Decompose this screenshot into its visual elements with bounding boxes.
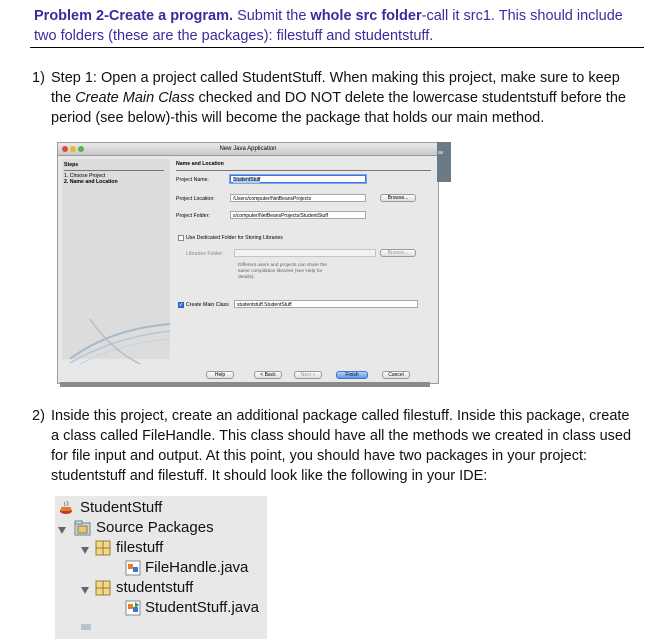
step2-line-1: Inside this project, create an additional package called filestuff. Inside this package, create [51, 408, 630, 424]
header-lead: Problem 2-Create a program. [34, 8, 234, 24]
source-packages-icon [74, 520, 91, 536]
libraries-note-line-2: same compilation libraries (see Help for [238, 269, 323, 274]
step1-line-3: period (see below)-this will become the package that holds our main method. [51, 110, 545, 126]
expand-arrow-icon[interactable] [58, 527, 66, 534]
header-src-folder: whole src folder [310, 8, 422, 24]
back-button[interactable]: < Back [254, 371, 282, 379]
background-ide-sliver [437, 142, 451, 182]
tree-package-filestuff[interactable]: filestuff [116, 539, 164, 556]
project-name-value: StudentStuff [233, 177, 261, 183]
package-icon [95, 580, 111, 596]
zoom-icon[interactable] [78, 146, 84, 152]
libraries-note-line-1: Different users and projects can share the [238, 263, 327, 268]
screenshot-bottom-strip [60, 382, 430, 387]
minimize-icon[interactable] [70, 146, 76, 152]
step-name-location: 2. Name and Location [64, 179, 118, 185]
project-name-label: Project Name: [176, 177, 209, 183]
java-project-icon [58, 500, 74, 516]
project-folder-label: Project Folder: [176, 213, 210, 219]
step1-number: 1) [32, 70, 45, 86]
java-main-file-icon [125, 600, 141, 616]
header-mid: Submit the [233, 8, 311, 24]
step2-text [51, 406, 651, 486]
tree-project-name[interactable]: StudentStuff [80, 499, 163, 516]
create-main-class-checkbox[interactable]: ✓ [179, 302, 184, 308]
step2-number: 2) [32, 408, 45, 424]
tree-file-studentstuff[interactable]: StudentStuff.java [145, 599, 259, 616]
expand-arrow-icon[interactable] [81, 587, 89, 594]
problem-header [34, 6, 638, 46]
package-icon [95, 540, 111, 556]
project-folder-input[interactable]: s/computer/NetBeansProjects/StudentStuff [230, 211, 366, 219]
wizard-titlebar [58, 143, 438, 156]
create-main-class-emphasis: Create Main Class [75, 90, 195, 106]
dedicated-folder-checkbox[interactable] [178, 235, 184, 241]
netbeans-swirl-graphic [70, 319, 170, 364]
header-tail: -call it src1. This should include two folders (these are the packages): filestuff and studentstuff. [34, 8, 623, 44]
background-ide-text: av [438, 150, 444, 156]
expand-arrow-icon[interactable] [81, 547, 89, 554]
step1-text [51, 68, 651, 128]
steps-heading: Steps [64, 162, 79, 168]
panel-heading: Name and Location [176, 161, 224, 167]
libraries-folder-input[interactable] [234, 249, 376, 257]
libraries-folder-label: Libraries Folder: [186, 251, 224, 257]
step1-line-2b: checked and DO NOT delete the lowercase studentstuff before the [194, 90, 626, 106]
step1-line-2 [51, 88, 651, 108]
step-choose-project: 1. Choose Project [64, 173, 106, 179]
help-button[interactable]: Help [206, 371, 234, 379]
tree-source-packages[interactable]: Source Packages [96, 519, 214, 536]
step2-line-2: a class called FileHandle. This class should have all the methods we created in class used [51, 428, 632, 444]
libraries-note [238, 263, 378, 281]
project-location-input[interactable]: /Users/computer/NetBeansProjects [230, 194, 366, 202]
header-divider [30, 47, 644, 48]
step1-line-2a: the [51, 90, 76, 106]
step1-line-1: Step 1: Open a project called StudentStuff. When making this project, make sure to keep [51, 70, 620, 86]
java-file-icon [125, 560, 141, 576]
finish-button[interactable]: Finish [336, 371, 368, 379]
step2-line-3: for file input and output. At this point, you should have two packages in your project: [51, 448, 588, 464]
close-icon[interactable] [62, 146, 68, 152]
create-main-class-label: Create Main Class [186, 302, 229, 308]
wizard-title: New Java Application [219, 146, 277, 152]
project-location-label: Project Location: [176, 196, 215, 202]
libraries-note-line-3: details). [238, 275, 255, 280]
next-button[interactable]: Next > [294, 371, 322, 379]
step2-line-4: studentstuff and filestuff. It should look like the following in your IDE: [51, 468, 488, 484]
cancel-button[interactable]: Cancel [382, 371, 410, 379]
tree-package-studentstuff[interactable]: studentstuff [116, 579, 194, 596]
new-java-application-screenshot [57, 142, 439, 384]
project-name-input[interactable] [230, 175, 366, 183]
tree-file-filehandle[interactable]: FileHandle.java [145, 559, 249, 576]
panel-divider [176, 170, 431, 171]
steps-panel [62, 159, 170, 359]
steps-divider [64, 170, 164, 171]
libraries-browse-button[interactable]: Browse... [380, 249, 416, 257]
ide-project-tree [55, 496, 267, 639]
dedicated-folder-label: Use Dedicated Folder for Storing Libraries [186, 235, 283, 241]
tree-more-icon [81, 624, 91, 630]
main-class-input[interactable]: studentstuff.StudentStuff [234, 300, 418, 308]
browse-button[interactable]: Browse... [380, 194, 416, 202]
